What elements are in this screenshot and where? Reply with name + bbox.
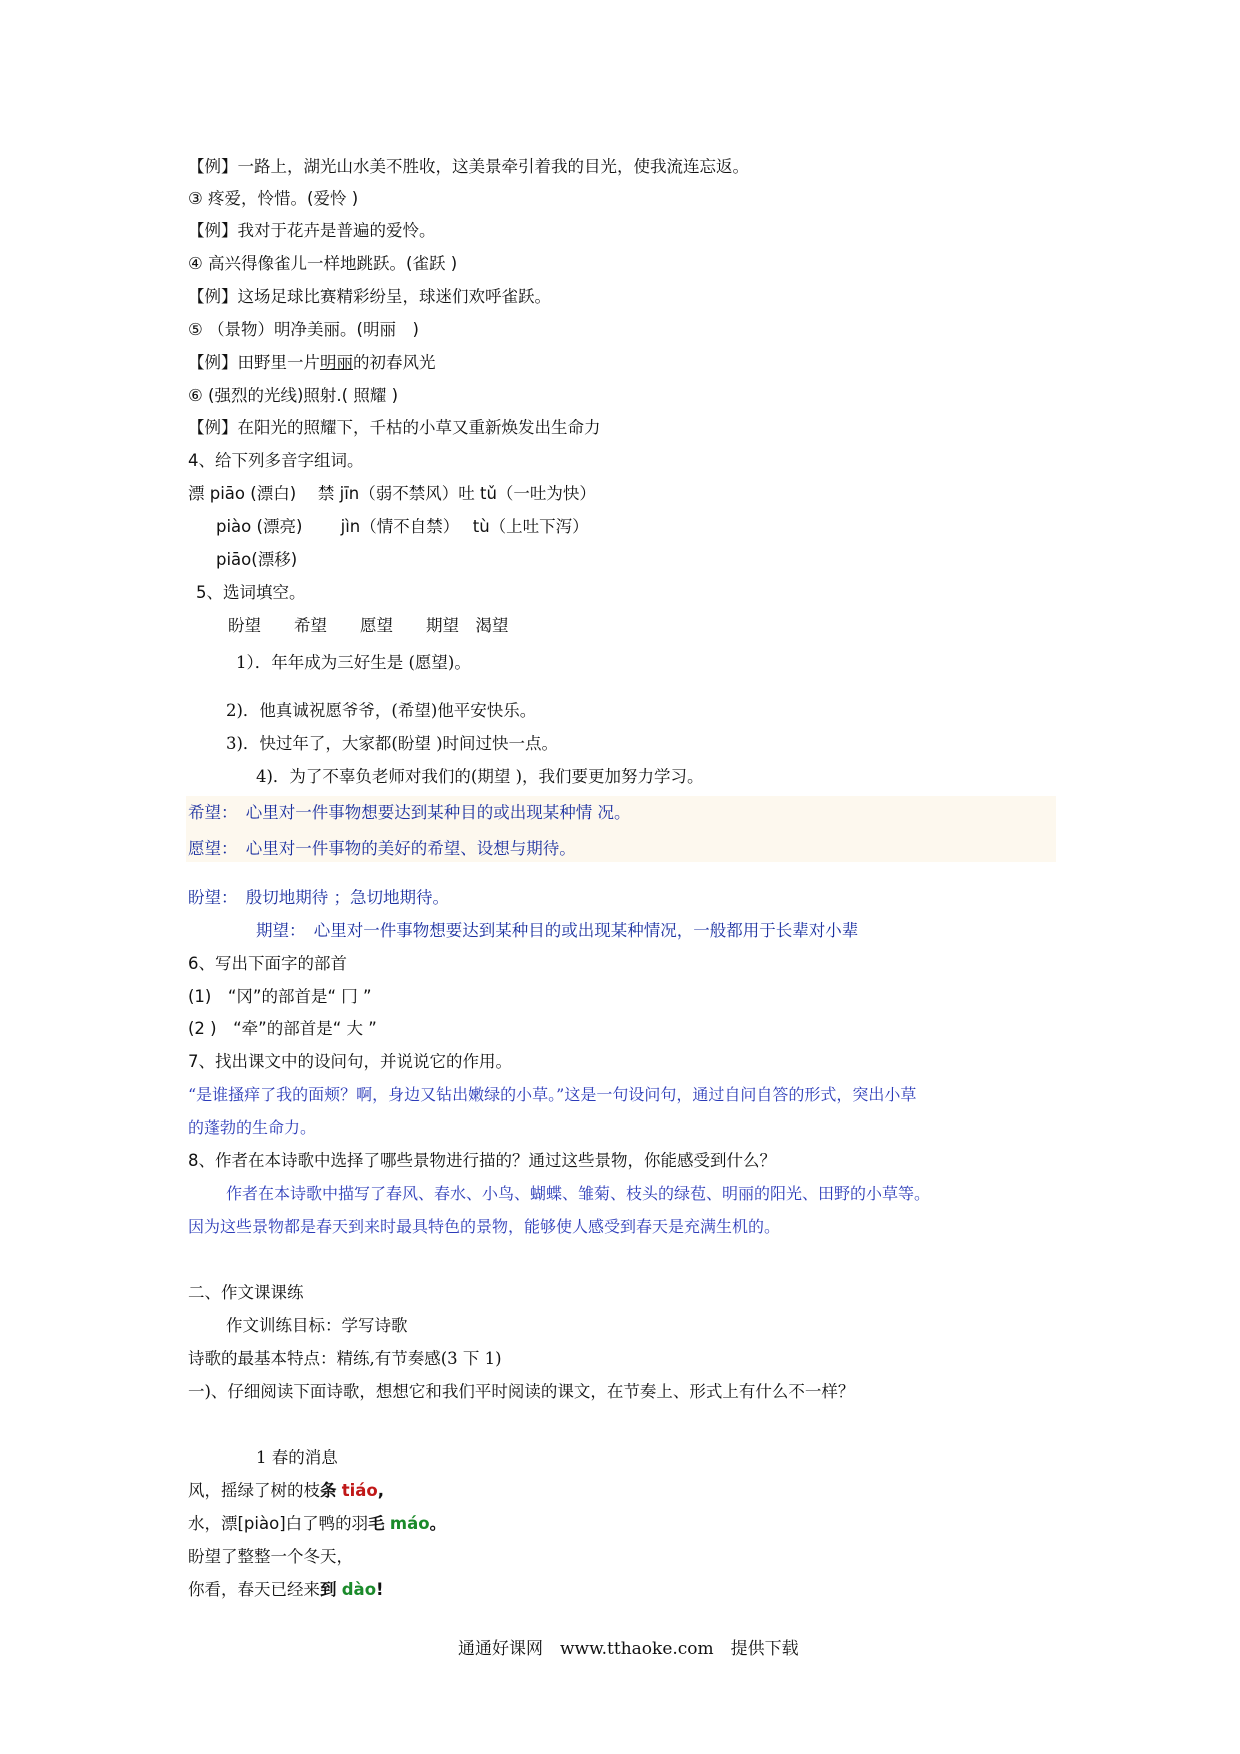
text-segment: 【例】田野里一片 <box>188 353 320 372</box>
answer-line: 的蓬勃的生命力。 <box>188 1118 317 1137</box>
text-segment: 你看，春天已经来 <box>188 1580 320 1599</box>
pinyin: máo <box>389 1514 430 1533</box>
poem-line: 盼望了整整一个冬天， <box>188 1547 353 1566</box>
section-heading: 6、写出下面字的部首 <box>188 954 347 973</box>
text-line: 一)、仔细阅读下面诗歌，想想它和我们平时阅读的课文，在节奏上、形式上有什么不一样？ <box>188 1382 855 1401</box>
text-segment: 水，漂[piào]白了鸭的羽 <box>188 1514 369 1533</box>
text-line: piāo(漂移) <box>216 550 298 569</box>
bold-char: 条 <box>320 1481 337 1500</box>
definition-line: 期望： 心里对一件事物想要达到某种目的或出现某种情况，一般都用于长辈对小辈 <box>256 921 859 940</box>
text-line: 3)．快过年了，大家都(盼望 )时间过快一点。 <box>226 734 559 753</box>
text-line: 2)．他真诚祝愿爷爷，(希望)他平安快乐。 <box>226 701 537 720</box>
section-heading: 5、选词填空。 <box>196 583 306 602</box>
text-line <box>188 352 436 374</box>
text-line: (2 ) “牵”的部首是“ 大 ” <box>188 1019 377 1038</box>
section-heading: 8、作者在本诗歌中选择了哪些景物进行描的？通过这些景物，你能感受到什么？ <box>188 1151 776 1170</box>
text-line: 作文训练目标：学写诗歌 <box>226 1316 408 1335</box>
text-line: 【例】我对于花卉是普遍的爱怜。 <box>188 221 436 240</box>
text-line: (1) “冈”的部首是“ 冂 ” <box>188 987 372 1006</box>
poem-line <box>188 1579 384 1601</box>
underlined-word: 明丽 <box>320 353 353 372</box>
text-line: ③ 疼爱，怜惜。(爱怜 ) <box>188 189 359 208</box>
poem-line <box>188 1513 446 1535</box>
text-line: ⑥ (强烈的光线)照射.( 照耀 ) <box>188 386 399 405</box>
text-line: piào (漂亮) jìn（情不自禁） tù（上吐下泻） <box>216 517 589 536</box>
text-segment: 风，摇绿了树的枝 <box>188 1481 320 1500</box>
text-line: 4)．为了不辜负老师对我们的(期望 )，我们要更加努力学习。 <box>256 767 704 786</box>
section-heading: 二、作文课课练 <box>188 1283 304 1302</box>
answer-line: 因为这些景物都是春天到来时最具特色的景物，能够使人感受到春天是充满生机的。 <box>188 1217 781 1236</box>
pinyin: dào <box>341 1580 377 1599</box>
punctuation: ! <box>376 1580 384 1599</box>
poem-title: 1 春的消息 <box>256 1448 338 1467</box>
text-line: 漂 piāo (漂白) 禁 jīn（弱不禁风）吐 tǔ（一吐为快） <box>188 484 596 503</box>
text-line: ⑤ （景物）明净美丽。(明丽 ) <box>188 320 419 339</box>
text-line: 【例】这场足球比赛精彩纷呈，球迷们欢呼雀跃。 <box>188 287 551 306</box>
section-heading: 7、找出课文中的设问句，并说说它的作用。 <box>188 1052 512 1071</box>
definition-line: 盼望： 殷切地期待 ；急切地期待。 <box>188 888 449 907</box>
section-heading: 4、给下列多音字组词。 <box>188 451 364 470</box>
bold-char: 毛 <box>368 1514 385 1533</box>
answer-line: “是谁搔痒了我的面颊？啊，身边又钻出嫩绿的小草。”这是一句设问句，通过自问自答的形式，突出小草 <box>188 1085 917 1104</box>
text-line: 【例】一路上，湖光山水美不胜收，这美景牵引着我的目光，使我流连忘返。 <box>188 157 749 176</box>
text-line: 1）．年年成为三好生是 (愿望)。 <box>236 653 471 672</box>
punctuation: , <box>377 1481 385 1500</box>
answer-line: 作者在本诗歌中描写了春风、春水、小鸟、蝴蝶、雏菊、枝头的绿苞、明丽的阳光、田野的小草等。 <box>226 1184 931 1203</box>
text-line: 诗歌的最基本特点：精练,有节奏感(3 下 1) <box>188 1349 502 1368</box>
page-footer: 通通好课网 www.tthaoke.com 提供下载 <box>458 1639 799 1659</box>
bold-char: 到 <box>320 1580 337 1599</box>
text-line: ④ 高兴得像雀儿一样地跳跃。(雀跃 ) <box>188 254 458 273</box>
text-segment: 的初春风光 <box>353 353 436 372</box>
pinyin: tiáo <box>341 1481 378 1500</box>
word-options: 盼望 希望 愿望 期望 渴望 <box>228 616 509 635</box>
definition-line: 愿望： 心里对一件事物的美好的希望、设想与期待。 <box>188 839 576 858</box>
poem-line <box>188 1480 384 1502</box>
definition-line: 希望： 心里对一件事物想要达到某种目的或出现某种情 况。 <box>188 803 631 822</box>
punctuation: 。 <box>429 1514 447 1533</box>
text-line: 【例】在阳光的照耀下，千枯的小草又重新焕发出生命力 <box>188 418 601 437</box>
